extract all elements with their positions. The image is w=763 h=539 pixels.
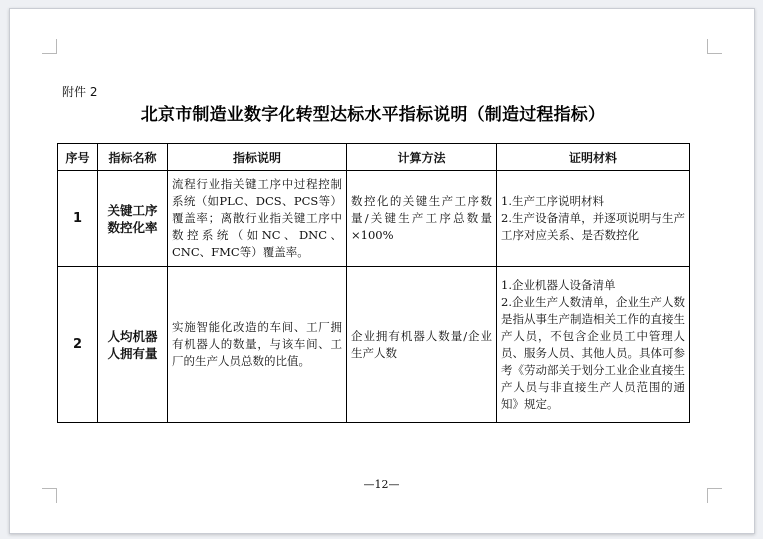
calculation-method: 数控化的关键生产工序数量/关键生产工序总数量×100%: [347, 171, 497, 267]
header-serial-number: 序号: [58, 144, 98, 171]
indicator-name-line: 人均机器: [107, 328, 158, 344]
header-indicator-name: 指标名称: [98, 144, 168, 171]
evidence-item: 2.生产设备清单，并逐项说明与生产工序对应关系、是否数控化: [501, 211, 685, 242]
evidence-item: 2.企业生产人数清单，企业生产人数是指从事生产制造相关工作的直接生产人员，不包含企业员工中管理人员、服务人员、其他人员。具体可参考《劳动部关于划分工业企业直接生产人员与非直接生产人员范围的通知》规定。: [501, 294, 685, 411]
indicator-description: 流程行业指关键工序中过程控制系统（如PLC、DCS、PCS等）覆盖率；离散行业指关键工序中数控系统（如NC、DNC、CNC、FMC等）覆盖率。: [168, 171, 347, 267]
supporting-materials: [497, 171, 690, 267]
attachment-label: 附件 2: [62, 85, 98, 99]
row-number: 2: [58, 267, 98, 423]
indicator-table: [57, 143, 690, 423]
crop-mark-top-left: [42, 39, 57, 54]
table-row: [58, 267, 690, 423]
indicator-name: [98, 267, 168, 423]
evidence-item: 1.企业机器人设备清单: [501, 277, 616, 292]
header-indicator-description: 指标说明: [168, 144, 347, 171]
evidence-item: 1.生产工序说明材料: [501, 194, 604, 208]
crop-mark-top-right: [707, 39, 722, 54]
indicator-description: 实施智能化改造的车间、工厂拥有机器人的数量，与该车间、工厂的生产人员总数的比值。: [168, 267, 347, 423]
calculation-method: 企业拥有机器人数量/企业生产人数: [347, 267, 497, 423]
indicator-name-line: 数控化率: [107, 219, 158, 235]
page-number: —12—: [363, 478, 400, 491]
indicator-name-line: 人拥有量: [107, 345, 158, 361]
table-row: [58, 171, 690, 267]
header-supporting-materials: 证明材料: [497, 144, 690, 171]
document-title: 北京市制造业数字化转型达标水平指标说明（制造过程指标）: [140, 105, 606, 125]
header-calculation-method: 计算方法: [347, 144, 497, 171]
table-header-row: [58, 144, 690, 171]
indicator-name-line: 关键工序: [107, 202, 158, 218]
supporting-materials: [497, 267, 690, 423]
row-number: 1: [58, 171, 98, 267]
indicator-name: [98, 171, 168, 267]
